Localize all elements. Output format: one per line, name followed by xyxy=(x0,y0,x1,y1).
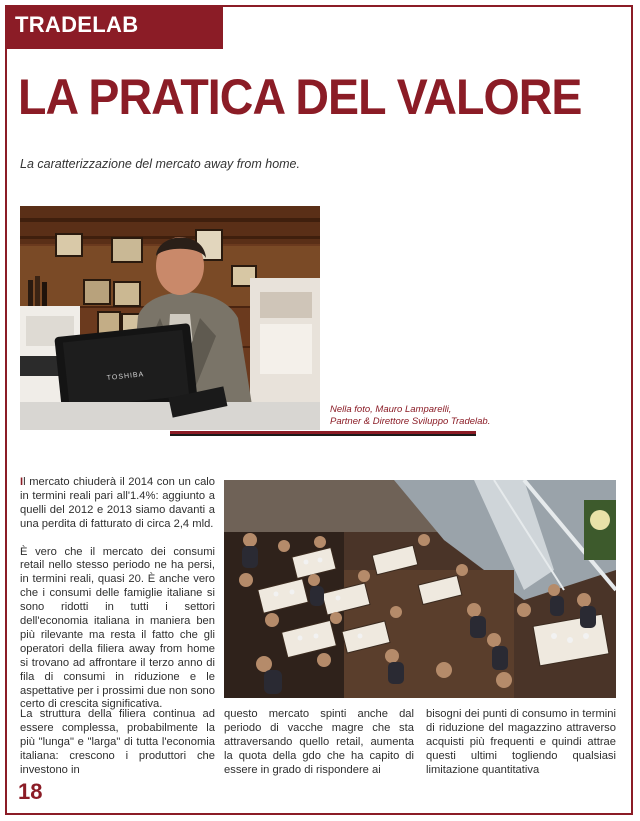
page-number: 18 xyxy=(18,779,43,804)
article-column-1-bottom: La struttura della filiera continua ad essere complessa, probabilmente la più "lunga" e "larga" di tutta l'economia italiana: crescono i produttori che investono in xyxy=(20,708,215,776)
section-label: TRADELAB xyxy=(15,12,139,37)
caption-line-2: Partner & Direttore Sviluppo Tradelab. xyxy=(330,416,491,427)
restaurant-photo xyxy=(224,480,616,698)
caption-line-1: Nella foto, Mauro Lamparelli, xyxy=(330,404,452,415)
paragraph-intro xyxy=(20,476,215,532)
laptop-brand: TOSHIBA xyxy=(106,371,145,383)
paragraph-2: È vero che il mercato dei consumi retail nello stesso periodo ne ha persi, in termini reali, quasi 20. È anche vero che i consumi delle famiglie italiane si sono ridotti in tutti i settori dell'economia italiana in maniera ben più rilevante ma resta il fatto che gli operatori della filiera away from home si trovano ad affrontare il terzo anno di fila di consumi in riduzione e le aspettative per i prossimi due non sono certo di crescita significativa. xyxy=(20,545,215,711)
portrait-photo xyxy=(20,206,320,430)
article-title: LA PRATICA DEL VALORE xyxy=(18,69,582,125)
article-column-1 xyxy=(20,476,215,726)
photo-caption xyxy=(330,404,490,428)
section-tab xyxy=(5,5,223,49)
paragraph-intro-text: l mercato chiuderà il 2014 con un calo in termini reali pari all'1.4%: aggiunto a quelli del 2012 e 2013 siamo davanti a una perdita di fatturato di circa 2,4 mld. xyxy=(20,476,215,530)
article-column-2: questo mercato spinti anche dal periodo di vacche magre che sta attraversando quello retail, aumenta la quota della gdo che ha capito di essere in grado di rispondere ai xyxy=(224,708,414,776)
caption-divider-shadow xyxy=(170,434,476,436)
article-column-3: bisogni dei punti di consumo in termini di riduzione del magazzino attraverso acquisti più frequenti e quindi attrae questi ultimi togliendo qualsiasi limitazione quantitativa xyxy=(426,708,616,776)
drop-cap: I xyxy=(20,476,24,488)
article-subtitle: La caratterizzazione del mercato away from home. xyxy=(20,157,300,171)
